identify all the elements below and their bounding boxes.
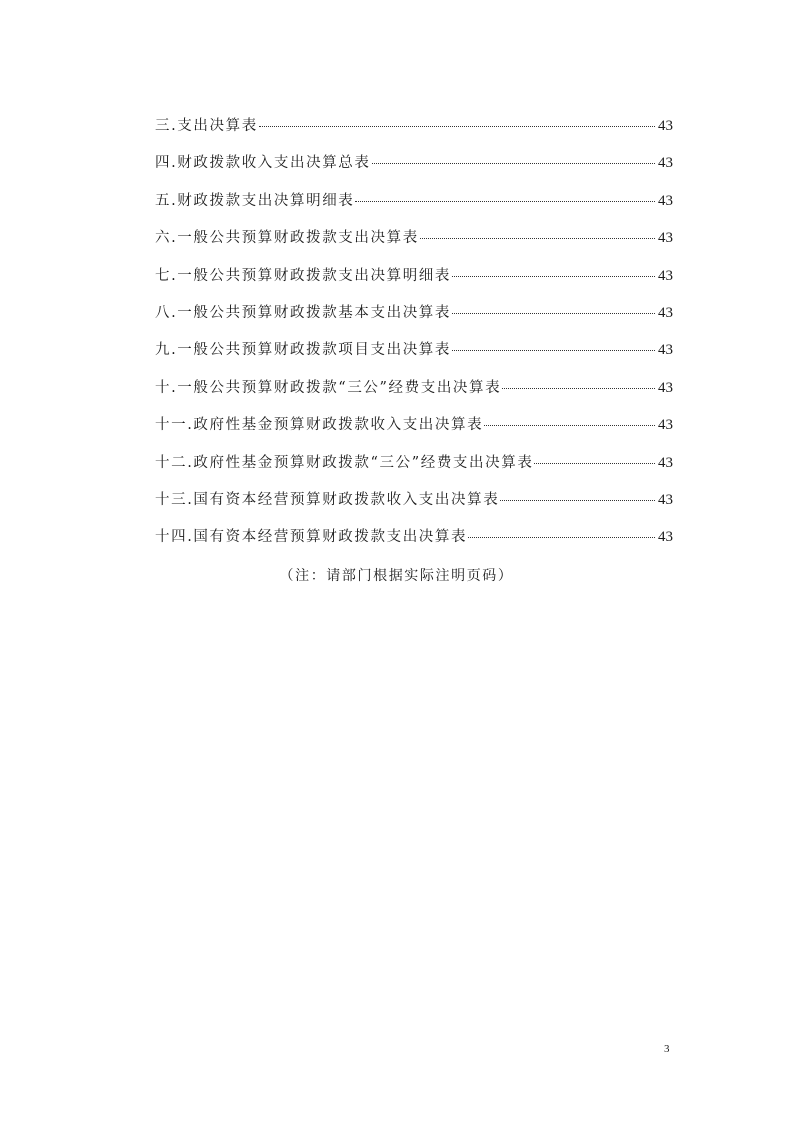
toc-entry-page: 43 xyxy=(658,192,673,209)
toc-dot-leader xyxy=(259,125,655,127)
toc-entry-page: 43 xyxy=(658,379,673,396)
toc-entry-page: 43 xyxy=(658,342,673,359)
toc-entry-title: 十四.国有资本经营预算财政拨款支出决算表 xyxy=(155,529,468,546)
toc-entry-page: 43 xyxy=(658,118,673,134)
toc-entry-title: 三.支出决算表 xyxy=(155,118,258,134)
toc-entry[interactable] xyxy=(155,482,673,519)
toc-entry[interactable] xyxy=(155,519,673,556)
toc-entry-page: 43 xyxy=(658,230,673,247)
toc-dot-leader xyxy=(372,162,655,164)
toc-dot-leader xyxy=(468,536,655,538)
toc-entry-page: 43 xyxy=(658,417,673,434)
toc-entry[interactable] xyxy=(155,407,673,444)
toc-entry[interactable] xyxy=(155,332,673,369)
toc-dot-leader xyxy=(420,237,655,239)
toc-entry[interactable] xyxy=(155,258,673,295)
toc-dot-leader xyxy=(452,349,655,351)
toc-entry-title: 五.财政拨款支出决算明细表 xyxy=(155,192,355,209)
toc-entry-title: 六.一般公共预算财政拨款支出决算表 xyxy=(155,230,419,247)
toc-entry[interactable] xyxy=(155,108,673,145)
toc-entry-title: 七.一般公共预算财政拨款支出决算明细表 xyxy=(155,267,452,284)
toc-entry[interactable] xyxy=(155,295,673,332)
toc-entry-title: 十三.国有资本经营预算财政拨款收入支出决算表 xyxy=(155,491,500,508)
toc-entry-page: 43 xyxy=(658,491,673,508)
toc-entry[interactable] xyxy=(155,145,673,182)
toc-entry-title: 十一.政府性基金预算财政拨款收入支出决算表 xyxy=(155,417,484,434)
toc-entry[interactable] xyxy=(155,445,673,482)
toc-entry-title: 八.一般公共预算财政拨款基本支出决算表 xyxy=(155,304,452,321)
page-number-note: （注：请部门根据实际注明页码） xyxy=(279,568,514,584)
toc-dot-leader xyxy=(534,462,655,464)
page-number: 3 xyxy=(664,1043,670,1055)
toc-dot-leader xyxy=(355,200,655,202)
table-of-contents xyxy=(155,108,673,557)
toc-entry-title: 十二.政府性基金预算财政拨款“三公”经费支出决算表 xyxy=(155,454,534,471)
toc-entry-page: 43 xyxy=(658,267,673,284)
toc-entry-title: 四.财政拨款收入支出决算总表 xyxy=(155,155,371,172)
toc-entry[interactable] xyxy=(155,370,673,407)
toc-entry-page: 43 xyxy=(658,155,673,172)
toc-dot-leader xyxy=(500,499,655,501)
toc-entry-page: 43 xyxy=(658,529,673,546)
toc-dot-leader xyxy=(452,275,655,277)
toc-dot-leader xyxy=(452,312,655,314)
toc-entry-page: 43 xyxy=(658,304,673,321)
toc-dot-leader xyxy=(484,424,655,426)
toc-entry-page: 43 xyxy=(658,454,673,471)
toc-entry[interactable] xyxy=(155,183,673,220)
toc-dot-leader xyxy=(502,387,655,389)
toc-entry-title: 十.一般公共预算财政拨款“三公”经费支出决算表 xyxy=(155,379,502,396)
toc-entry[interactable] xyxy=(155,220,673,257)
toc-entry-title: 九.一般公共预算财政拨款项目支出决算表 xyxy=(155,342,452,359)
